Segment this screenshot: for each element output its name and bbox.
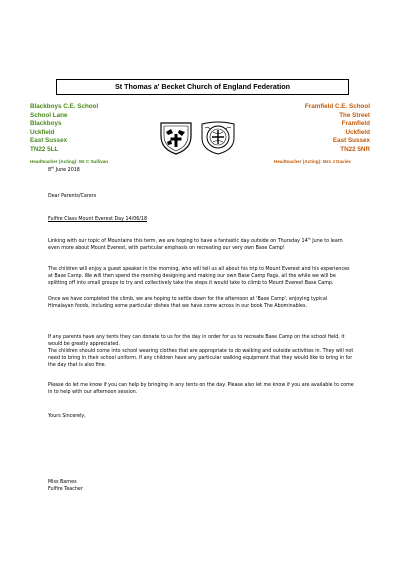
signer-title: Fulfire Teacher: [48, 487, 83, 492]
address-line: Uckfield: [345, 128, 370, 136]
address-line: School Lane: [30, 111, 68, 119]
address-line: TN22 5NR: [340, 145, 370, 153]
address-line: Blackboys C.E. School: [30, 103, 99, 110]
address-line: The Street: [339, 111, 370, 119]
salutation: Dear Parents/Carers: [48, 194, 97, 199]
address-line: East Sussex: [30, 137, 68, 145]
paragraph-5: The children should come into school wearing clothes that are appropriate to do walking and outside activities in. They will not need to bring in their school uniform. If any children have any particular walking equipment that they would like to bring in for the day that is also fine.: [48, 349, 354, 369]
left-school-address: [30, 103, 98, 155]
paragraph-6: Please do let me know if you can help by bringing in any tents on the day. Please also let me know if you are available to come in to help with our afternoon session.: [48, 383, 354, 396]
letter-date: 8th June 2018: [48, 165, 80, 173]
school-emblem-icon: [198, 120, 238, 156]
right-headteacher: Headteacher (Acting): Mrs J Davies: [273, 159, 351, 164]
paragraph-1: Linking with our topic of Mountains this term, we are hoping to have a fantastic day outside on Thursday 14th June to learn even more about Mount Everest, with particular emphasis on recreating our very own Base Camp!: [48, 236, 343, 252]
paragraph-4: If any parents have any tents they can donate to us for the day in order for us to recreate Base Camp on the school field, it would be greatly appreciated.: [48, 335, 345, 348]
closing: Yours Sincerely,: [48, 414, 86, 419]
right-school-address: [305, 103, 370, 155]
address-line: TN22 5LL: [30, 145, 59, 153]
paragraph-3: Once we have completed the climb, we are hoping to settle down for the afternoon at 'Base Camp', enjoying typical Himalayan foods, including some particular dishes that we have come across in our book The Abominables.: [48, 297, 328, 310]
address-line: Blackboys: [30, 120, 62, 128]
address-line: East Sussex: [332, 137, 370, 145]
letter-subject: Fulfire Class Mount Everest Day 14/06/18: [48, 217, 148, 222]
address-line: Uckfield: [30, 128, 55, 136]
school-crest-icon: [158, 120, 194, 156]
address-line: Framfield: [341, 120, 370, 128]
federation-title: St Thomas a' Becket Church of England Federation: [56, 79, 349, 95]
paragraph-2: The children will enjoy a guest speaker in the morning, who will tell us all about his trip to Mount Everest and his experiences at Base Camp. We will then spend the morning designing and making our own Base Camp flags, all the while we will be splitting off into small groups to try and collectively take the steps it would take to climb to Mount Everest Base Camp.: [48, 267, 350, 287]
left-headteacher: Headteacher (Acting): Mr C Sullivan: [30, 159, 109, 164]
signer-name: Miss Barnes: [48, 480, 77, 485]
address-line: Framfield C.E. School: [304, 103, 370, 110]
